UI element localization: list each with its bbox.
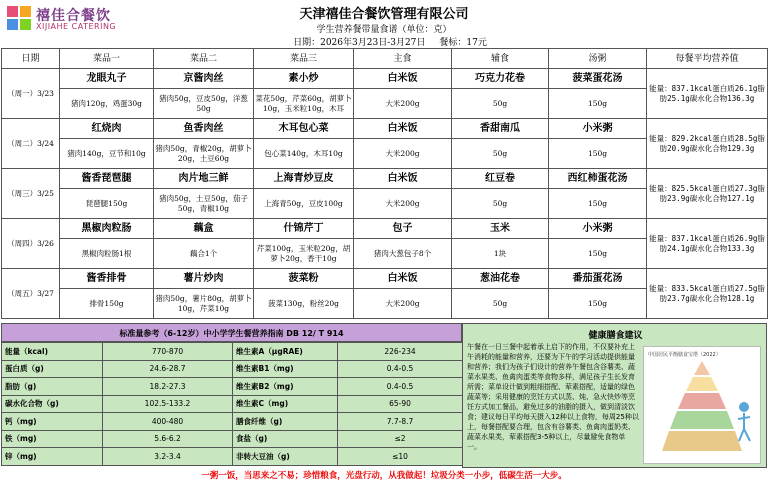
day-label: （周三）3/25 [2,169,60,219]
dish-portion: 猪肉50g，薯片80g，胡萝卜10g，芹菜10g [154,289,254,319]
dish-name: 西红柿蛋花汤 [549,169,647,189]
dish-name: 白米饭 [354,119,452,139]
company-title: 天津禧佳合餐饮管理有限公司 [299,7,469,22]
dish-portion: 包心菜140g，木耳10g [254,139,354,169]
dish-name: 葱油花卷 [452,269,549,289]
col-header: 菜品一 [60,49,154,69]
footer-slogan: 一粥一饭，当思来之不易；珍惜粮食，光盘行动，从我做起！垃圾分类一小步，低碳生活一大步。 [201,471,567,481]
dish-name: 素小炒 [254,69,354,89]
dish-portion: 50g [452,289,549,319]
dish-portion: 50g [452,89,549,119]
dish-portion: 菜花50g，芹菜60g，胡萝卜10g，玉米粒10g，木耳 [254,89,354,119]
standard-title: 标准量参考（6-12岁）中小学学生餐营养指南 DB 12/ T 914 [1,323,462,342]
table-header-row [2,49,768,69]
dish-portion: 猪肉50g，土豆50g，茄子50g，青椒10g [154,189,254,219]
nutrient-range: 226-234 [338,343,463,361]
col-header: 汤粥 [549,49,647,69]
meal-fee: 餐标：17元 [439,38,487,48]
nutrient-name: 膳食纤维（g) [233,413,338,431]
standard-row [2,448,463,466]
nutrition-value: 能量：825.5kcal蛋白质27.3g脂肪23.9g碳水化合物127.1g [647,169,768,219]
nutrient-range: 400-480 [103,413,233,431]
food-pagoda-icon [644,347,760,463]
dish-name: 玉米 [452,219,549,239]
dish-portion: 大米200g [354,89,452,119]
nutrient-name: 维生素A（μgRAE) [233,343,338,361]
standard-row [2,430,463,448]
col-header: 每餐平均营养值 [647,49,768,69]
dish-name: 包子 [354,219,452,239]
dish-portion: 上海青50g，豆皮100g [254,189,354,219]
dish-name: 薯片炒肉 [154,269,254,289]
day-dish-row [2,219,768,239]
day-label: （周二）3/24 [2,119,60,169]
nutrient-range: 3.2-3.4 [103,448,233,466]
dish-portion: 芹菜100g，玉米粒20g，胡萝卜20g，香干10g [254,239,354,269]
dish-name: 什锦芹丁 [254,219,354,239]
dish-name: 黑椒肉粒肠 [60,219,154,239]
dish-name: 小米粥 [549,119,647,139]
dish-portion: 猪肉140g，豆节和10g [60,139,154,169]
dish-portion: 大米200g [354,289,452,319]
day-label: （周一）3/23 [2,69,60,119]
dish-name: 小米粥 [549,219,647,239]
dish-name: 京酱肉丝 [154,69,254,89]
nutrient-name: 钙（mg) [2,413,103,431]
dish-name: 藕盒 [154,219,254,239]
dish-name: 酱香琵琶腿 [60,169,154,189]
date-range: 日期：2026年3月23日-3月27日 [293,38,426,48]
dish-name: 菠菜蛋花汤 [549,69,647,89]
nutrition-standard [1,323,462,466]
dish-portion: 150g [549,139,647,169]
dish-name: 菠菜粉 [254,269,354,289]
nutrient-range: 0.4-0.5 [338,360,463,378]
menu-subtitle: 学生营养餐带量食谱（单位：克） [316,25,452,35]
dish-name: 红烧肉 [60,119,154,139]
nutrient-name: 维生素C（mg) [233,395,338,413]
dish-portion: 50g [452,139,549,169]
dish-name: 木耳包心菜 [254,119,354,139]
dish-portion: 50g [452,189,549,219]
dish-name: 肉片地三鲜 [154,169,254,189]
nutrient-range: 102.5-133.2 [103,395,233,413]
dish-portion: 藕合1个 [154,239,254,269]
date-line [90,35,690,48]
dish-name: 白米饭 [354,169,452,189]
nutrient-name: 蛋白质（g) [2,360,103,378]
nutrient-range: 7.7-8.7 [338,413,463,431]
dish-portion: 150g [549,189,647,219]
dish-portion: 菠菜130g，粉丝20g [254,289,354,319]
dish-name: 龙眼丸子 [60,69,154,89]
col-header: 菜品二 [154,49,254,69]
day-dish-row [2,269,768,289]
day-label: （周五）3/27 [2,269,60,319]
standard-row [2,343,463,361]
nutrient-name: 脂肪（g) [2,378,103,396]
dish-name: 番茄蛋花汤 [549,269,647,289]
dish-portion: 猪肉50g，青椒20g，胡萝卜20g，土豆60g [154,139,254,169]
standard-row [2,360,463,378]
pagoda-title: 中国居民平衡膳食宝塔（2022） [648,352,721,358]
weekly-menu-table [1,48,768,319]
diet-advice-panel [462,323,767,468]
dish-portion: 黑椒肉粒肠1根 [60,239,154,269]
dish-name: 上海青炒豆皮 [254,169,354,189]
dish-portion: 大米200g [354,189,452,219]
nutrition-value: 能量：829.2kcal蛋白质28.5g脂肪20.9g碳水化合物129.3g [647,119,768,169]
dish-portion: 猪肉大葱包子8个 [354,239,452,269]
nutrient-name: 维生素B2（mg) [233,378,338,396]
standard-row [2,378,463,396]
dish-portion: 猪肉50g，豆皮50g，洋葱50g [154,89,254,119]
food-pagoda-image [643,346,761,464]
nutrient-range: 18.2-27.3 [103,378,233,396]
day-label: （周四）3/26 [2,219,60,269]
dish-portion: 150g [549,239,647,269]
nutrient-name: 维生素B1（mg) [233,360,338,378]
nutrient-range: 0.4-0.5 [338,378,463,396]
nutrient-name: 碳水化合物（g) [2,395,103,413]
dish-portion: 150g [549,289,647,319]
standard-table [1,342,463,466]
brand-name-en: XIJIAHE CATERING [36,22,117,31]
standard-row [2,395,463,413]
dish-portion: 大米200g [354,139,452,169]
nutrient-range: 65-90 [338,395,463,413]
advice-title: 健康膳食建议 [588,331,643,341]
nutrient-name: 食盐（g) [233,430,338,448]
col-header: 辅食 [452,49,549,69]
dish-name: 香甜南瓜 [452,119,549,139]
nutrient-range: 24.6-28.7 [103,360,233,378]
advice-text: 午餐在一日三餐中起着承上启下的作用，不仅要补充上午消耗的能量和营养，还要为下午的学习活动提供能量和营养；我们为孩子们设计的营养午餐包含谷薯类、蔬菜水果类、鱼禽肉蛋类等食物多样，满足孩子生长发育所需；菜单设计做到粗细搭配、荤素搭配，适量的绿色蔬菜等；采用健康的烹饪方式以蒸、炖、急火快炒等烹饪方式加工餐品，避免过多的油脂的摄入，做到清淡饮食；建议每日平均每天摄入12种以上食物，每周25种以上，每餐搭配要合理，包含有谷薯类、鱼禽肉蛋奶类、蔬菜水果类，荤素搭配3-5种以上，尽量避免食物单一。 [467,343,639,451]
dish-portion: 排骨150g [60,289,154,319]
nutrient-range: 770-870 [103,343,233,361]
dish-portion: 琵琶腿150g [60,189,154,219]
nutrient-range: 5.6-6.2 [103,430,233,448]
col-header: 日期 [2,49,60,69]
nutrient-range: ≤10 [338,448,463,466]
nutrient-name: 锌（mg) [2,448,103,466]
dish-name: 酱香排骨 [60,269,154,289]
dish-name: 巧克力花卷 [452,69,549,89]
nutrient-name: 非转大豆油（g) [233,448,338,466]
dish-portion: 150g [549,89,647,119]
dish-portion: 猪肉120g，鸡蛋30g [60,89,154,119]
dish-name: 白米饭 [354,269,452,289]
nutrient-range: ≤2 [338,430,463,448]
col-header: 主食 [354,49,452,69]
standard-row [2,413,463,431]
dish-name: 白米饭 [354,69,452,89]
dish-name: 鱼香肉丝 [154,119,254,139]
nutrient-name: 铁（mg) [2,430,103,448]
nutrient-name: 能量（kcal) [2,343,103,361]
dish-name: 红豆卷 [452,169,549,189]
nutrition-value: 能量：833.5kcal蛋白质27.5g脂肪23.7g碳水化合物128.1g [647,269,768,319]
nutrition-value: 能量：837.1kcal蛋白质26.9g脂肪24.1g碳水化合物133.3g [647,219,768,269]
brand-name-cn: 禧佳合餐饮 [36,8,111,24]
day-dish-row [2,69,768,89]
col-header: 菜品三 [254,49,354,69]
nutrition-value: 能量：837.1kcal蛋白质26.1g脂肪25.1g碳水化合物136.3g [647,69,768,119]
day-dish-row [2,169,768,189]
day-dish-row [2,119,768,139]
dish-portion: 1块 [452,239,549,269]
